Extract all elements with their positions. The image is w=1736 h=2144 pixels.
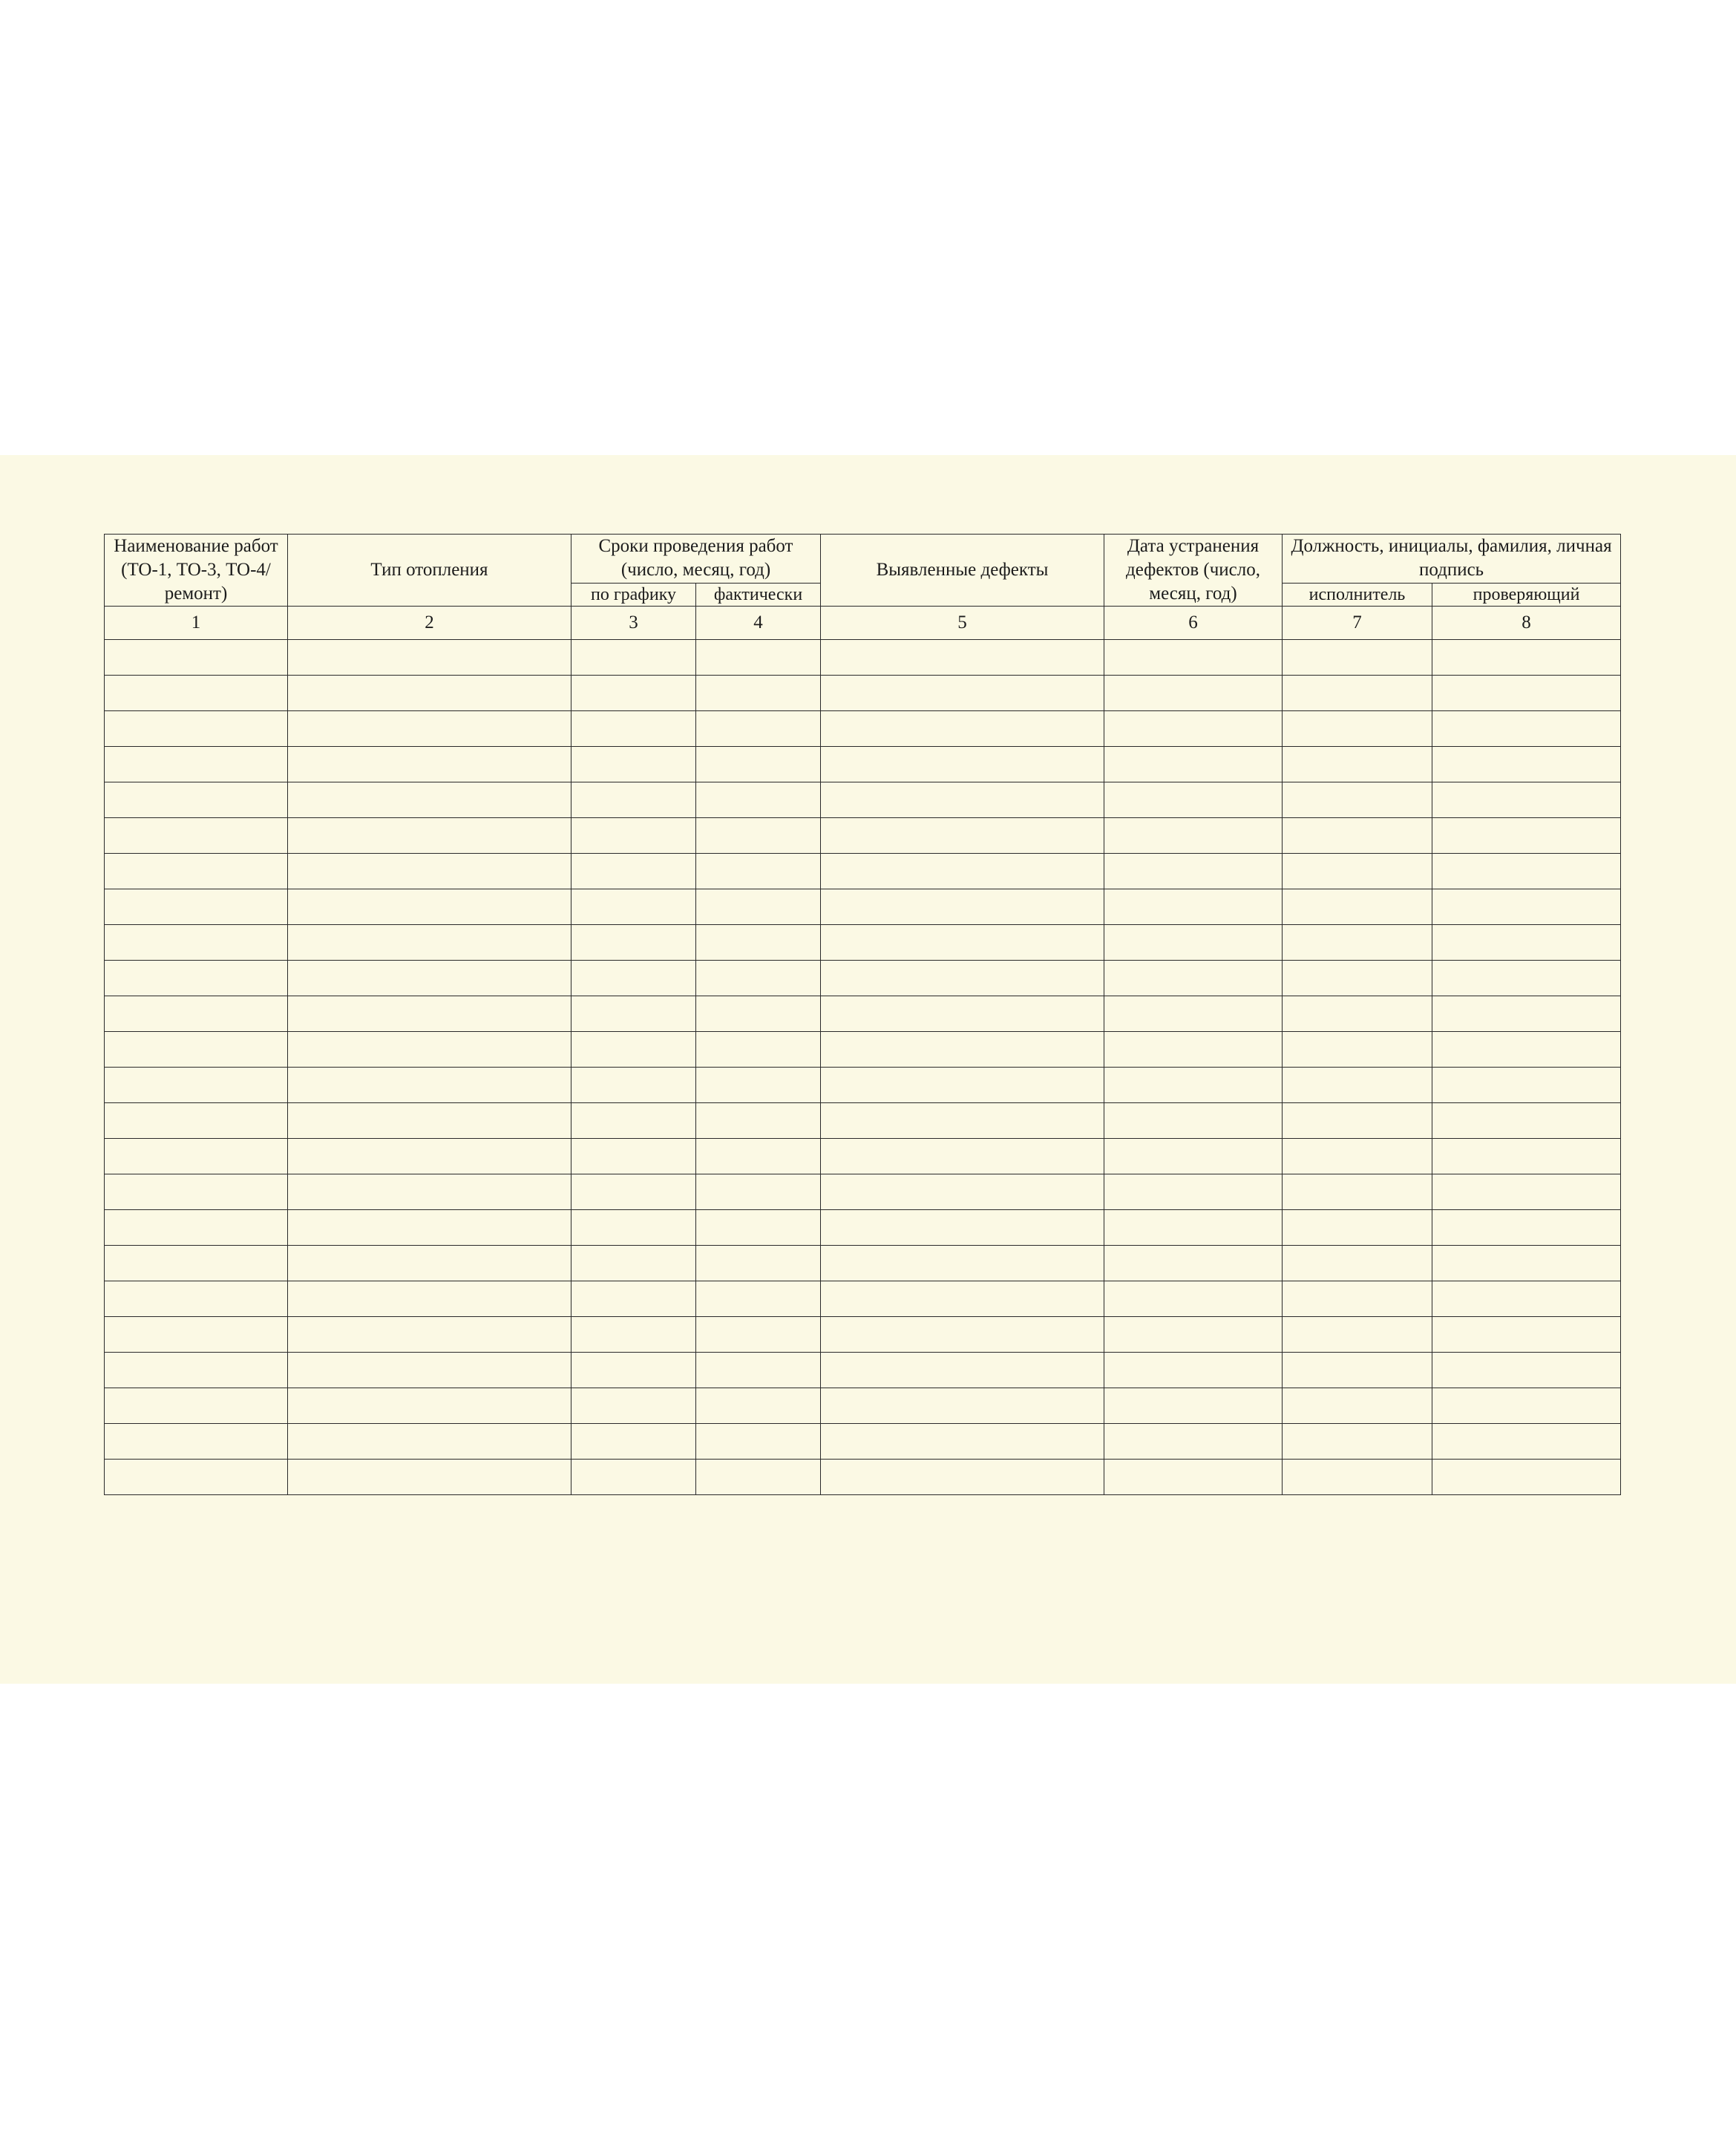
table-cell[interactable] bbox=[1432, 1103, 1621, 1139]
column-number-1: 1 bbox=[105, 607, 288, 640]
table-cell[interactable] bbox=[1104, 1281, 1283, 1317]
table-cell[interactable] bbox=[821, 1246, 1104, 1281]
table-cell[interactable] bbox=[571, 961, 696, 996]
header-defect-fix-date: Дата устранения дефектов (число, месяц, год) bbox=[1104, 535, 1283, 607]
table-cell[interactable] bbox=[105, 818, 288, 854]
table-cell[interactable] bbox=[1432, 1424, 1621, 1460]
table-cell[interactable] bbox=[105, 1068, 288, 1103]
table-row[interactable] bbox=[105, 1068, 1621, 1103]
table-row[interactable] bbox=[105, 961, 1621, 996]
table-cell[interactable] bbox=[571, 1103, 696, 1139]
table-cell[interactable] bbox=[1283, 854, 1432, 889]
table-cell[interactable] bbox=[571, 711, 696, 747]
table-row[interactable] bbox=[105, 640, 1621, 676]
table-cell[interactable] bbox=[1432, 1460, 1621, 1495]
table-cell[interactable] bbox=[821, 925, 1104, 961]
table-cell[interactable] bbox=[696, 889, 821, 925]
table-cell[interactable] bbox=[821, 854, 1104, 889]
table-row[interactable] bbox=[105, 1103, 1621, 1139]
table-cell[interactable] bbox=[1104, 1424, 1283, 1460]
table-cell[interactable] bbox=[1283, 1068, 1432, 1103]
table-cell[interactable] bbox=[288, 640, 571, 676]
table-cell[interactable] bbox=[1283, 747, 1432, 782]
table-cell[interactable] bbox=[288, 1424, 571, 1460]
table-cell[interactable] bbox=[105, 1353, 288, 1388]
table-row[interactable] bbox=[105, 1424, 1621, 1460]
table-cell[interactable] bbox=[1432, 1246, 1621, 1281]
table-cell[interactable] bbox=[821, 1424, 1104, 1460]
table-cell[interactable] bbox=[696, 1210, 821, 1246]
table-cell[interactable] bbox=[1432, 1032, 1621, 1068]
table-cell[interactable] bbox=[288, 1388, 571, 1424]
table-cell[interactable] bbox=[105, 640, 288, 676]
table-cell[interactable] bbox=[1283, 1139, 1432, 1174]
table-row[interactable] bbox=[105, 1032, 1621, 1068]
header-inspector: проверяющий bbox=[1432, 583, 1621, 606]
table-cell[interactable] bbox=[288, 1246, 571, 1281]
table-cell[interactable] bbox=[1104, 854, 1283, 889]
table-cell[interactable] bbox=[1283, 889, 1432, 925]
table-cell[interactable] bbox=[696, 925, 821, 961]
table-cell[interactable] bbox=[571, 1281, 696, 1317]
table-cell[interactable] bbox=[1104, 1388, 1283, 1424]
table-cell[interactable] bbox=[1104, 1139, 1283, 1174]
table-cell[interactable] bbox=[696, 1317, 821, 1353]
header-by-schedule: по графику bbox=[571, 583, 696, 606]
table-cell[interactable] bbox=[1432, 782, 1621, 818]
table-cell[interactable] bbox=[1432, 1139, 1621, 1174]
column-number-5: 5 bbox=[821, 607, 1104, 640]
table-cell[interactable] bbox=[1104, 1032, 1283, 1068]
table-cell[interactable] bbox=[821, 1281, 1104, 1317]
table-cell[interactable] bbox=[571, 747, 696, 782]
table-cell[interactable] bbox=[1432, 1174, 1621, 1210]
table-row[interactable] bbox=[105, 889, 1621, 925]
table-cell[interactable] bbox=[105, 1317, 288, 1353]
table-cell[interactable] bbox=[1283, 711, 1432, 747]
table-cell[interactable] bbox=[1104, 676, 1283, 711]
table-cell[interactable] bbox=[1432, 854, 1621, 889]
table-cell[interactable] bbox=[1432, 1068, 1621, 1103]
table-row[interactable] bbox=[105, 1353, 1621, 1388]
table-cell[interactable] bbox=[288, 854, 571, 889]
table-cell[interactable] bbox=[1283, 1210, 1432, 1246]
table-cell[interactable] bbox=[288, 1281, 571, 1317]
table-cell[interactable] bbox=[288, 818, 571, 854]
table-cell[interactable] bbox=[821, 640, 1104, 676]
table-cell[interactable] bbox=[1104, 640, 1283, 676]
header-executor: исполнитель bbox=[1283, 583, 1432, 606]
table-cell[interactable] bbox=[1104, 1210, 1283, 1246]
table-cell[interactable] bbox=[288, 1032, 571, 1068]
table-cell[interactable] bbox=[571, 676, 696, 711]
table-cell[interactable] bbox=[1104, 961, 1283, 996]
table-cell[interactable] bbox=[1283, 1388, 1432, 1424]
table-cell[interactable] bbox=[696, 1174, 821, 1210]
table-cell[interactable] bbox=[1432, 640, 1621, 676]
table-cell[interactable] bbox=[1432, 676, 1621, 711]
table-cell[interactable] bbox=[696, 818, 821, 854]
table-cell[interactable] bbox=[696, 1032, 821, 1068]
table-row[interactable] bbox=[105, 1460, 1621, 1495]
header-signature-group: Должность, инициалы, фамилия, личная подпись bbox=[1283, 535, 1621, 584]
table-cell[interactable] bbox=[288, 996, 571, 1032]
table-cell[interactable] bbox=[1283, 1281, 1432, 1317]
table-cell[interactable] bbox=[1104, 782, 1283, 818]
table-cell[interactable] bbox=[821, 1103, 1104, 1139]
table-cell[interactable] bbox=[105, 1246, 288, 1281]
table-row[interactable] bbox=[105, 747, 1621, 782]
table-cell[interactable] bbox=[105, 1210, 288, 1246]
table-cell[interactable] bbox=[571, 1174, 696, 1210]
table-cell[interactable] bbox=[288, 711, 571, 747]
table-cell[interactable] bbox=[821, 711, 1104, 747]
table-cell[interactable] bbox=[821, 961, 1104, 996]
document-page bbox=[0, 455, 1736, 1684]
table-cell[interactable] bbox=[105, 782, 288, 818]
table-cell[interactable] bbox=[1104, 1068, 1283, 1103]
table-cell[interactable] bbox=[571, 818, 696, 854]
table-cell[interactable] bbox=[571, 854, 696, 889]
header-row-main bbox=[105, 535, 1621, 584]
table-header bbox=[105, 535, 1621, 640]
table-cell[interactable] bbox=[1104, 818, 1283, 854]
table-cell[interactable] bbox=[571, 1068, 696, 1103]
table-cell[interactable] bbox=[1104, 747, 1283, 782]
table-row[interactable] bbox=[105, 1210, 1621, 1246]
table-cell[interactable] bbox=[105, 676, 288, 711]
column-number-6: 6 bbox=[1104, 607, 1283, 640]
table-cell[interactable] bbox=[288, 1210, 571, 1246]
table-cell[interactable] bbox=[1432, 711, 1621, 747]
header-defects: Выявленные дефекты bbox=[821, 535, 1104, 607]
table-cell[interactable] bbox=[1432, 961, 1621, 996]
table-cell[interactable] bbox=[288, 1460, 571, 1495]
table-cell[interactable] bbox=[821, 1139, 1104, 1174]
table-cell[interactable] bbox=[696, 711, 821, 747]
table-cell[interactable] bbox=[696, 1103, 821, 1139]
table-cell[interactable] bbox=[1432, 925, 1621, 961]
table-cell[interactable] bbox=[571, 1032, 696, 1068]
column-number-3: 3 bbox=[571, 607, 696, 640]
table-cell[interactable] bbox=[696, 1460, 821, 1495]
table-cell[interactable] bbox=[821, 1353, 1104, 1388]
table-cell[interactable] bbox=[105, 1032, 288, 1068]
table-cell[interactable] bbox=[1283, 1174, 1432, 1210]
table-row[interactable] bbox=[105, 818, 1621, 854]
table-body bbox=[105, 640, 1621, 1495]
maintenance-table-container bbox=[104, 534, 1620, 1495]
table-row[interactable] bbox=[105, 676, 1621, 711]
table-row[interactable] bbox=[105, 1317, 1621, 1353]
table-row[interactable] bbox=[105, 1281, 1621, 1317]
table-cell[interactable] bbox=[105, 854, 288, 889]
table-cell[interactable] bbox=[1432, 996, 1621, 1032]
table-cell[interactable] bbox=[1432, 818, 1621, 854]
table-cell[interactable] bbox=[1432, 747, 1621, 782]
table-cell[interactable] bbox=[105, 1460, 288, 1495]
table-cell[interactable] bbox=[1283, 961, 1432, 996]
table-cell[interactable] bbox=[1283, 925, 1432, 961]
column-number-8: 8 bbox=[1432, 607, 1621, 640]
table-cell[interactable] bbox=[571, 1424, 696, 1460]
table-cell[interactable] bbox=[1283, 1317, 1432, 1353]
table-cell[interactable] bbox=[105, 961, 288, 996]
table-cell[interactable] bbox=[1432, 1353, 1621, 1388]
table-cell[interactable] bbox=[1104, 1103, 1283, 1139]
table-row[interactable] bbox=[105, 782, 1621, 818]
table-cell[interactable] bbox=[288, 1103, 571, 1139]
table-cell[interactable] bbox=[571, 1388, 696, 1424]
table-cell[interactable] bbox=[288, 1317, 571, 1353]
table-cell[interactable] bbox=[696, 1388, 821, 1424]
table-row[interactable] bbox=[105, 925, 1621, 961]
table-cell[interactable] bbox=[821, 782, 1104, 818]
column-number-2: 2 bbox=[288, 607, 571, 640]
table-cell[interactable] bbox=[571, 1246, 696, 1281]
table-row[interactable] bbox=[105, 1139, 1621, 1174]
column-number-4: 4 bbox=[696, 607, 821, 640]
table-cell[interactable] bbox=[1432, 1317, 1621, 1353]
table-cell[interactable] bbox=[571, 889, 696, 925]
table-cell[interactable] bbox=[1104, 925, 1283, 961]
table-cell[interactable] bbox=[1283, 1353, 1432, 1388]
table-cell[interactable] bbox=[821, 1032, 1104, 1068]
table-cell[interactable] bbox=[821, 1460, 1104, 1495]
table-cell[interactable] bbox=[288, 1174, 571, 1210]
table-cell[interactable] bbox=[105, 1424, 288, 1460]
table-cell[interactable] bbox=[1283, 818, 1432, 854]
table-cell[interactable] bbox=[288, 782, 571, 818]
table-cell[interactable] bbox=[105, 996, 288, 1032]
table-cell[interactable] bbox=[696, 747, 821, 782]
table-cell[interactable] bbox=[105, 711, 288, 747]
table-cell[interactable] bbox=[105, 925, 288, 961]
table-cell[interactable] bbox=[1104, 1460, 1283, 1495]
table-cell[interactable] bbox=[696, 961, 821, 996]
table-cell[interactable] bbox=[571, 1460, 696, 1495]
table-cell[interactable] bbox=[571, 1210, 696, 1246]
table-cell[interactable] bbox=[821, 747, 1104, 782]
table-cell[interactable] bbox=[821, 1068, 1104, 1103]
table-cell[interactable] bbox=[821, 1174, 1104, 1210]
table-cell[interactable] bbox=[1283, 1424, 1432, 1460]
table-cell[interactable] bbox=[288, 747, 571, 782]
table-cell[interactable] bbox=[1283, 640, 1432, 676]
table-cell[interactable] bbox=[696, 1139, 821, 1174]
table-cell[interactable] bbox=[1283, 1103, 1432, 1139]
table-cell[interactable] bbox=[1283, 996, 1432, 1032]
table-cell[interactable] bbox=[1104, 1174, 1283, 1210]
table-cell[interactable] bbox=[288, 925, 571, 961]
table-cell[interactable] bbox=[821, 996, 1104, 1032]
table-cell[interactable] bbox=[696, 996, 821, 1032]
table-row[interactable] bbox=[105, 1174, 1621, 1210]
table-cell[interactable] bbox=[1104, 1246, 1283, 1281]
table-cell[interactable] bbox=[288, 889, 571, 925]
table-cell[interactable] bbox=[288, 1353, 571, 1388]
table-cell[interactable] bbox=[696, 1068, 821, 1103]
table-cell[interactable] bbox=[696, 1424, 821, 1460]
table-cell[interactable] bbox=[1283, 1460, 1432, 1495]
table-row[interactable] bbox=[105, 711, 1621, 747]
table-cell[interactable] bbox=[105, 1388, 288, 1424]
table-cell[interactable] bbox=[571, 996, 696, 1032]
table-cell[interactable] bbox=[571, 1353, 696, 1388]
table-cell[interactable] bbox=[1283, 782, 1432, 818]
column-number-7: 7 bbox=[1283, 607, 1432, 640]
table-cell[interactable] bbox=[1432, 1281, 1621, 1317]
table-cell[interactable] bbox=[821, 889, 1104, 925]
header-actual: фактически bbox=[696, 583, 821, 606]
table-cell[interactable] bbox=[105, 1103, 288, 1139]
table-cell[interactable] bbox=[1104, 1353, 1283, 1388]
table-cell[interactable] bbox=[821, 676, 1104, 711]
table-cell[interactable] bbox=[105, 1139, 288, 1174]
table-cell[interactable] bbox=[571, 1317, 696, 1353]
table-cell[interactable] bbox=[1283, 1246, 1432, 1281]
table-cell[interactable] bbox=[1283, 1032, 1432, 1068]
table-cell[interactable] bbox=[821, 818, 1104, 854]
table-cell[interactable] bbox=[696, 1281, 821, 1317]
maintenance-log-table bbox=[104, 534, 1621, 1495]
header-work-dates-group: Сроки проведения работ (число, месяц, год) bbox=[571, 535, 821, 584]
header-work-name: Наименование работ (ТО-1, ТО-3, ТО-4/ремонт) bbox=[105, 535, 288, 607]
table-cell[interactable] bbox=[288, 676, 571, 711]
table-cell[interactable] bbox=[696, 676, 821, 711]
table-cell[interactable] bbox=[696, 782, 821, 818]
table-row[interactable] bbox=[105, 1246, 1621, 1281]
table-cell[interactable] bbox=[571, 925, 696, 961]
table-cell[interactable] bbox=[821, 1210, 1104, 1246]
table-cell[interactable] bbox=[696, 1246, 821, 1281]
table-cell[interactable] bbox=[105, 1174, 288, 1210]
table-cell[interactable] bbox=[1432, 1388, 1621, 1424]
table-cell[interactable] bbox=[288, 1068, 571, 1103]
table-cell[interactable] bbox=[1283, 676, 1432, 711]
table-cell[interactable] bbox=[571, 782, 696, 818]
table-cell[interactable] bbox=[288, 1139, 571, 1174]
table-row[interactable] bbox=[105, 854, 1621, 889]
table-cell[interactable] bbox=[1432, 1210, 1621, 1246]
table-cell[interactable] bbox=[105, 1281, 288, 1317]
table-row[interactable] bbox=[105, 996, 1621, 1032]
table-cell[interactable] bbox=[571, 640, 696, 676]
table-cell[interactable] bbox=[571, 1139, 696, 1174]
table-cell[interactable] bbox=[821, 1388, 1104, 1424]
table-cell[interactable] bbox=[821, 1317, 1104, 1353]
table-row[interactable] bbox=[105, 1388, 1621, 1424]
column-number-row bbox=[105, 607, 1621, 640]
table-cell[interactable] bbox=[696, 854, 821, 889]
table-cell[interactable] bbox=[1104, 1317, 1283, 1353]
table-cell[interactable] bbox=[696, 640, 821, 676]
table-cell[interactable] bbox=[696, 1353, 821, 1388]
table-cell[interactable] bbox=[1104, 889, 1283, 925]
table-cell[interactable] bbox=[1104, 711, 1283, 747]
table-cell[interactable] bbox=[105, 889, 288, 925]
table-cell[interactable] bbox=[105, 747, 288, 782]
header-heating-type: Тип отопления bbox=[288, 535, 571, 607]
table-cell[interactable] bbox=[288, 961, 571, 996]
table-cell[interactable] bbox=[1432, 889, 1621, 925]
table-cell[interactable] bbox=[1104, 996, 1283, 1032]
